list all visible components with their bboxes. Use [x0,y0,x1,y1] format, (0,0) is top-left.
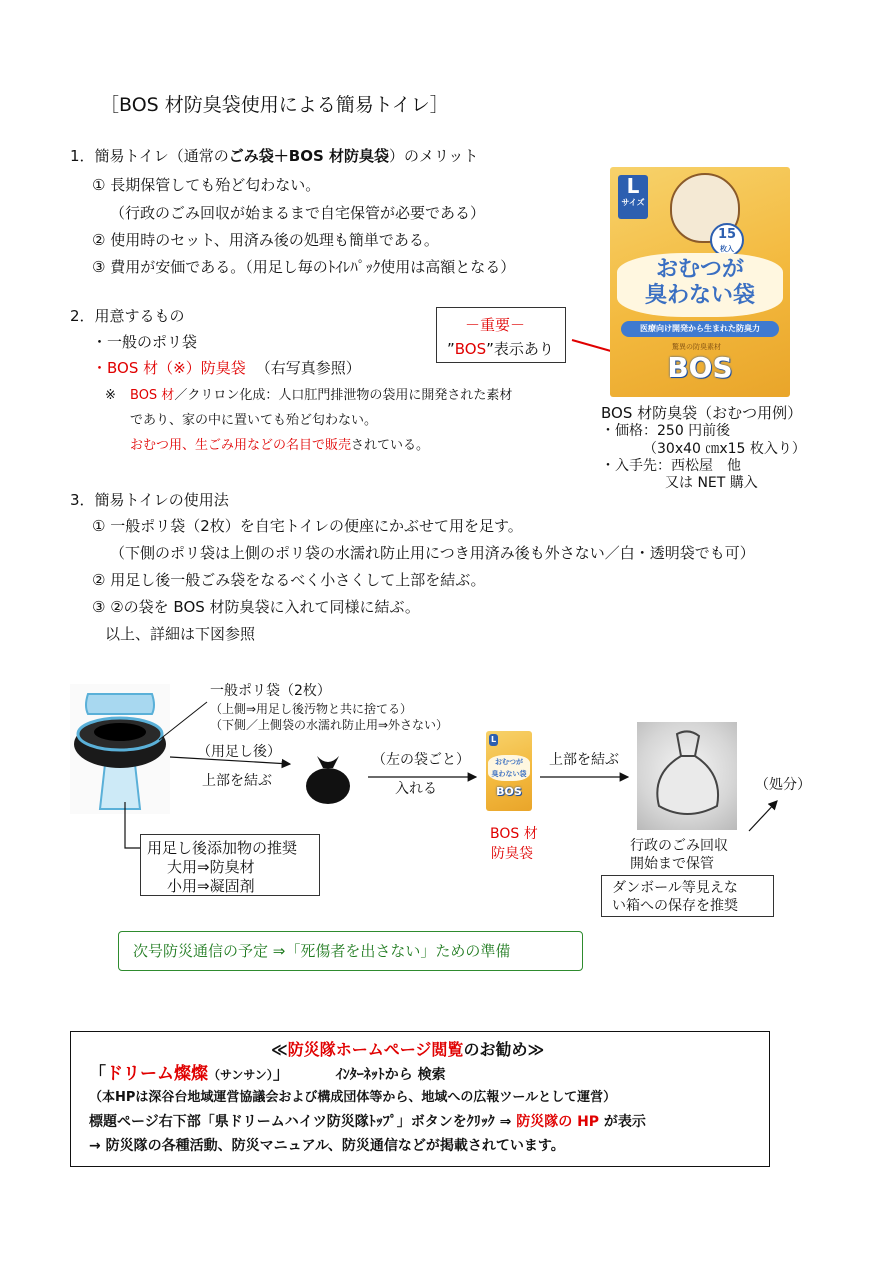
size-tag: L サイズ [618,175,648,219]
small-product-name: おむつが 臭わない袋 [488,755,530,781]
poly-pointer-line [155,700,215,750]
product-photo [610,167,790,397]
product-small-text: 驚異の防臭素材 [672,343,721,351]
small-product-photo [486,731,532,811]
section3-item-1: ① 一般ポリ袋（2枚）を自宅トイレの便座にかぶせて用を足す。 [92,517,523,535]
storage-recommend-box [601,875,774,917]
storage-box-line2: い箱への保存を推奨 [612,898,738,914]
small-bos-logo: BOS [496,785,522,798]
section2-item-bos: ・BOS 材（※）防臭袋 （右写真参照） [92,359,361,377]
storage-line1: 行政のごみ回収 [630,838,728,854]
important-box [436,307,566,363]
hp-line3: 標題ページ右下部「県ドリームハイツ防災隊ﾄｯﾌﾟ」ボタンをｸﾘｯｸ ⇒ 防災隊の HP が表示 [89,1114,646,1130]
product-caption-size: （30x40 ㎝x15 枚入り） [643,441,806,457]
poly-title: 一般ポリ袋（2枚） [210,683,331,699]
product-caption-price: ・価格：250 円前後 [601,423,731,439]
section2-note-mark: ※ [105,388,116,403]
step1-top-label: （用足し後） [197,744,281,760]
next-issue-text: 次号防災通信の予定 ⇒「死傷者を出さない」ための準備 [133,942,511,960]
step2-bottom-label: 入れる [395,781,437,797]
hp-line4: → 防災隊の各種活動、防災マニュアル、防災通信などが掲載されています。 [89,1138,565,1154]
product-caption-store: ・入手先：西松屋 他 [601,458,741,474]
count-badge: 15 枚入 [710,223,744,257]
product-caption-title: BOS 材防臭袋（おむつ用例） [601,404,803,422]
dispose-arrow [745,795,785,835]
tied-bag-photo [297,750,359,808]
hp-dream-line: 「ドリーム燦燦（サンサン）」 ｲﾝﾀｰﾈｯﾄから 検索 [89,1064,446,1084]
section2-note-line1: BOS 材／クリロン化成：人口肛門排泄物の袋用に開発された素材 [130,388,513,403]
bos-label-1: BOS 材 [490,826,538,842]
section2-item-poly: ・一般のポリ袋 [92,333,198,351]
section3-item-1-note: （下側のポリ袋は上側のポリ袋の水濡れ防止用につき用済み後も外さない／白・透明袋でも可） [110,544,755,562]
section1-item-1: ① 長期保管しても殆ど匂わない。 [92,176,321,194]
section3-heading: 3．簡易トイレの使用法 [70,491,229,509]
bos-logo: BOS [667,351,733,384]
additive-small: 小用⇒凝固剤 [167,877,255,895]
step3-label: 上部を結ぶ [549,752,619,768]
section3-item-3: ③ ②の袋を BOS 材防臭袋に入れて同様に結ぶ。 [92,598,420,616]
small-size-tag: L [490,735,497,744]
product-band: 医療向け開発から生まれた防臭力 [621,321,779,337]
important-label: －重要－ [465,316,526,334]
section2-note-line3: おむつ用、生ごみ用などの名目で販売されている。 [130,438,430,453]
section1-item-3: ③ 費用が安価である。（用足し毎のﾄｲﾚﾊﾟｯｸ使用は高額となる） [92,258,516,276]
storage-box-line1: ダンボール等見えな [612,880,738,896]
bos-label-2: 防臭袋 [491,846,533,862]
hp-line2: （本HPは深谷台地域運営協議会および構成団体等から、地域への広報ツールとして運営） [89,1090,617,1105]
additive-large: 大用⇒防臭材 [167,858,255,876]
storage-line2: 開始まで保管 [630,856,714,872]
section1-heading: 1．簡易トイレ（通常のごみ袋＋BOS 材防臭袋）のメリット [70,147,479,165]
step1-arrow [170,752,300,772]
step1-bottom-label: 上部を結ぶ [202,773,272,789]
next-issue-box [118,931,583,971]
additive-title: 用足し後添加物の推奨 [147,839,298,857]
section2-note-line2: であり、家の中に置いても殆ど匂わない。 [130,413,378,428]
section3-item-2: ② 用足し後一般ごみ袋をなるべく小さくして上部を結ぶ。 [92,571,486,589]
tied-bos-bag-photo [637,722,737,830]
hp-title: ≪防災隊ホームページ閲覧のお勧め≫ [271,1040,545,1059]
step3-arrow [540,770,635,784]
section1-item-2: ② 使用時のセット、用済み後の処理も簡単である。 [92,231,439,249]
product-caption-net: 又は NET 購入 [665,475,758,491]
dispose-label: （処分） [755,777,811,793]
homepage-box [70,1031,770,1167]
step2-top-label: （左の袋ごと） [372,752,470,768]
poly-line1: （上側⇒用足し後汚物と共に捨てる） [210,702,413,716]
additive-box [140,834,320,896]
section1-item-1-note: （行政のごみ回収が始まるまで自宅保管が必要である） [110,204,486,222]
important-text: ”BOS”表示あり [447,340,554,358]
page-title: ［BOS 材防臭袋使用による簡易トイレ］ [100,94,449,116]
tied-bag-icon [297,750,359,808]
poly-line2: （下側／上側袋の水濡れ防止用⇒外さない） [210,718,449,732]
product-name: おむつが 臭わない袋 [617,253,783,317]
section2-heading: 2．用意するもの [70,307,185,325]
tied-bos-bag-icon [637,722,737,830]
section3-see-below: 以上、詳細は下図参照 [105,625,256,643]
